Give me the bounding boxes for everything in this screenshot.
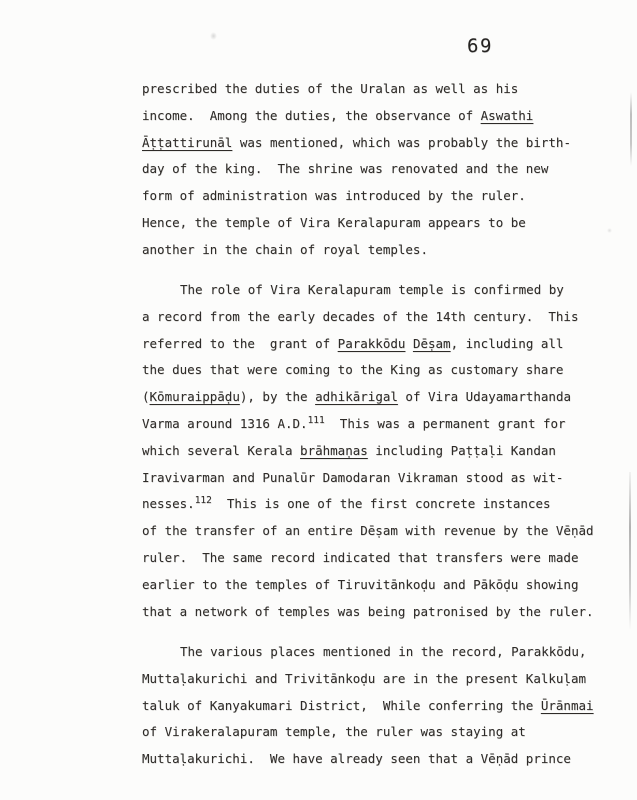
text-segment: Muttaḷakurichi. We have already seen that a Vēṇād prince xyxy=(142,751,571,767)
text-line xyxy=(142,518,614,545)
text-line xyxy=(142,465,614,492)
text-segment: of the transfer of an entire Dēṣam with revenue by the Vēṇād xyxy=(142,523,594,539)
text-segment: The role of Vira Keralapuram temple is confirmed by xyxy=(180,282,564,298)
text-segment: This is one of the first concrete instances xyxy=(211,496,551,512)
text-segment: ( xyxy=(142,389,150,405)
underlined-term: Dēṣam xyxy=(412,335,451,351)
text-segment: was mentioned, which was probably the birth- xyxy=(232,134,571,150)
text-line xyxy=(142,599,614,626)
text-segment: ), by the xyxy=(239,389,316,405)
paragraph xyxy=(142,639,614,773)
underlined-term: Aswathi xyxy=(480,107,534,123)
text-segment: income. Among the duties, the observance of xyxy=(142,107,481,123)
text-segment: the dues that were coming to the King as customary share xyxy=(142,362,564,378)
underlined-term: Parakkōdu xyxy=(337,335,406,351)
text-segment: earlier to the temples of Tiruvitānkoḍu and Pākōḍu showing xyxy=(142,576,579,592)
text-line xyxy=(142,572,614,599)
text-segment: Muttaḷakurichi and Trivitānkoḍu are in the present Kalkuḷam xyxy=(142,670,587,686)
scan-artifact-line xyxy=(629,472,631,630)
underlined-term: Ūrānmai xyxy=(540,697,594,713)
scan-artifact-line xyxy=(630,92,632,166)
page-number: 69 xyxy=(467,35,493,57)
text-segment: This was a permanent grant for xyxy=(324,416,566,432)
underlined-term: Kōmuraippāḍu xyxy=(149,389,240,405)
scan-artifact-speck xyxy=(210,32,217,40)
text-line xyxy=(142,103,614,130)
underlined-term: Āṭṭattirunāl xyxy=(142,134,233,150)
text-segment: of Virakeralapuram temple, the ruler was staying at xyxy=(142,724,526,740)
text-segment: another in the chain of royal temples. xyxy=(142,241,428,257)
text-line xyxy=(142,183,614,210)
text-line xyxy=(142,384,614,411)
text-line xyxy=(142,331,614,358)
text-segment: taluk of Kanyakumari District, While conferring the xyxy=(142,697,541,713)
text-line xyxy=(142,411,614,438)
paragraph xyxy=(142,76,614,264)
page-body xyxy=(142,76,614,773)
text-segment: a record from the early decades of the 14th century. This xyxy=(142,308,579,324)
text-segment xyxy=(405,336,413,351)
text-line xyxy=(142,719,614,746)
text-line xyxy=(142,666,614,693)
underlined-term: adhikārigal xyxy=(315,389,398,405)
text-line xyxy=(142,545,614,572)
text-line xyxy=(142,304,614,331)
text-line xyxy=(142,277,614,304)
text-segment: The various places mentioned in the record, Parakkōdu, xyxy=(180,643,587,659)
text-segment: nesses. xyxy=(142,496,195,512)
text-line xyxy=(142,237,614,264)
footnote-reference: 111 xyxy=(307,414,325,426)
text-line xyxy=(142,438,614,465)
paragraph xyxy=(142,277,614,625)
text-segment: Varma around 1316 A.D. xyxy=(142,416,308,432)
footnote-reference: 112 xyxy=(194,494,212,506)
text-line xyxy=(142,746,614,773)
text-segment: Iravivarman and Punalūr Damodaran Vikraman stood as wit- xyxy=(142,469,564,485)
text-segment: of Vira Udayamarthanda xyxy=(397,389,571,405)
text-line xyxy=(142,693,614,720)
text-line xyxy=(142,491,614,518)
text-segment: day of the king. The shrine was renovated and the new xyxy=(142,161,549,177)
text-line xyxy=(142,130,614,157)
text-segment: ruler. The same record indicated that transfers were made xyxy=(142,550,579,566)
text-line xyxy=(142,76,614,103)
text-segment: Hence, the temple of Vira Keralapuram appears to be xyxy=(142,214,526,230)
text-segment: that a network of temples was being patronised by the ruler. xyxy=(142,603,594,619)
underlined-term: brāhmaṇas xyxy=(300,442,368,458)
text-segment: prescribed the duties of the Uralan as well as his xyxy=(142,81,519,96)
text-line xyxy=(142,210,614,237)
text-line xyxy=(142,357,614,384)
text-segment: form of administration was introduced by the ruler. xyxy=(142,188,526,204)
text-segment: including Paṭṭaḷi Kandan xyxy=(367,442,556,458)
text-segment: which several Kerala xyxy=(142,442,301,458)
text-line xyxy=(142,639,614,666)
text-segment: , including all xyxy=(450,335,564,351)
text-line xyxy=(142,156,614,183)
text-segment: referred to the grant of xyxy=(142,335,338,351)
